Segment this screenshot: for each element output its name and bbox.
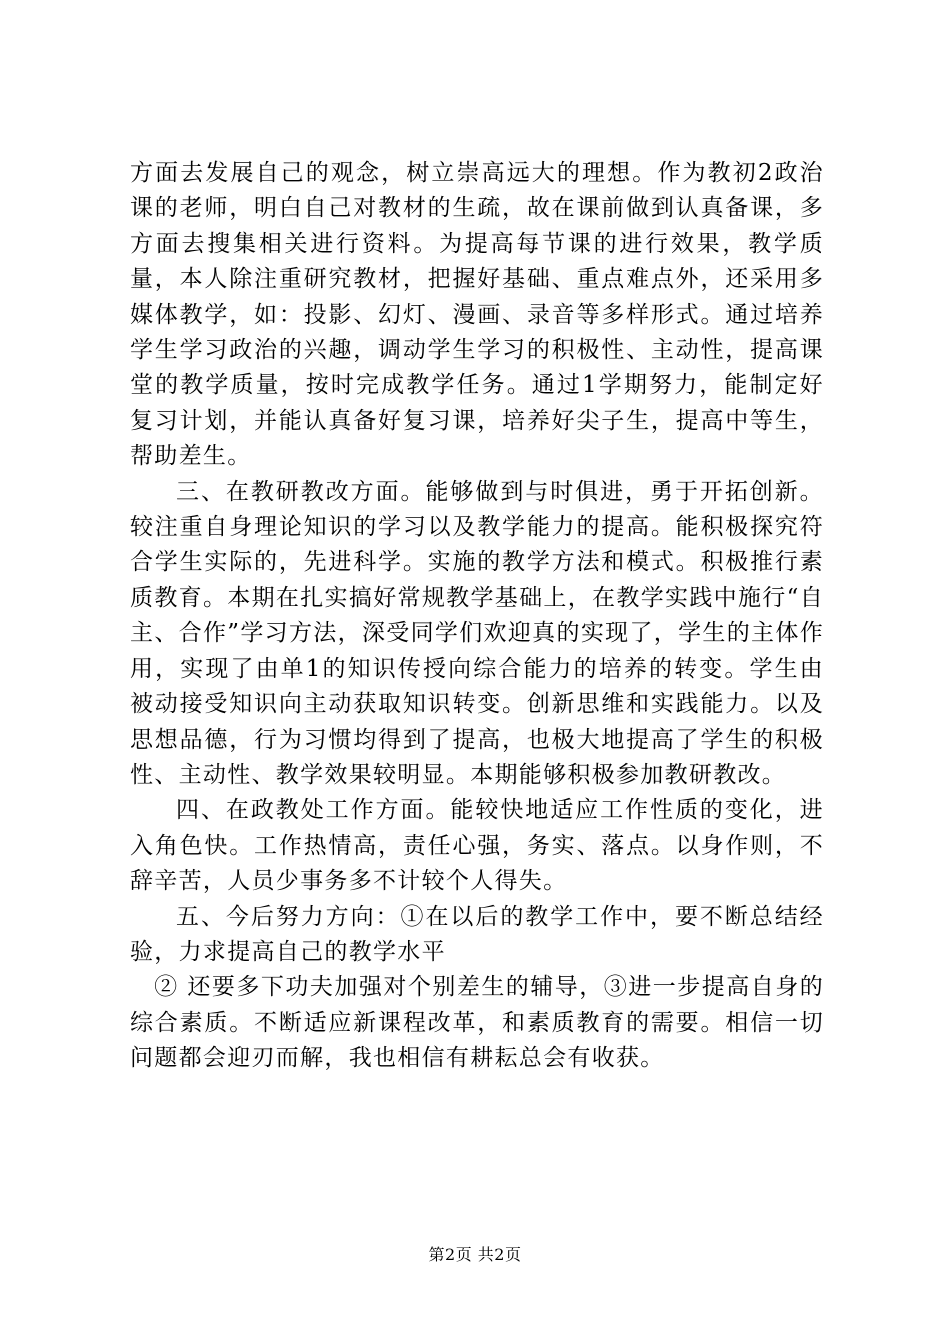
- paragraph-section-five: 五、今后努力方向：①在以后的教学工作中，要不断总结经验，力求提高自己的教学水平: [130, 903, 824, 965]
- document-body: [130, 156, 824, 1077]
- paragraph-continuation: 方面去发展自己的观念，树立崇高远大的理想。作为教初2政治课的老师，明白自己对教材的生疏，故在课前做到认真备课，多方面去搜集相关进行资料。为提高每节课的进行效果，教学质量，本人除注重研究教材，把握好基础、重点难点外，还采用多媒体教学，如：投影、幻灯、漫画、录音等多样形式。通过培养学生学习政治的兴趣，调动学生学习的积极性、主动性，提高课堂的教学质量，按时完成教学任务。通过1学期努力，能制定好复习计划，并能认真备好复习课，培养好尖子生，提高中等生，帮助差生。: [130, 160, 824, 470]
- page-number-footer: 第2页 共2页: [428, 1245, 522, 1264]
- paragraph-section-three: 三、在教研教改方面。能够做到与时俱进，勇于开拓创新。较注重自身理论知识的学习以及教学能力的提高。能积极探究符合学生实际的，先进科学。实施的教学方法和模式。积极推行素质教育。本期在扎实搞好常规教学基础上，在教学实践中施行“自主、合作”学习方法，深受同学们欢迎真的实现了，学生的主体作用，实现了由单1的知识传授向综合能力的培养的转变。学生由被动接受知识向主动获取知识转变。创新思维和实践能力。以及思想品德，行为习惯均得到了提高，也极大地提高了学生的积极性、主动性、教学效果较明显。本期能够积极参加教研教改。: [130, 478, 824, 788]
- paragraph-section-four: 四、在政教处工作方面。能较快地适应工作性质的变化，进入角色快。工作热情高，责任心强，务实、落点。以身作则，不辞辛苦，人员少事务多不计较个人得失。: [130, 797, 824, 895]
- paragraph-section-five-continued: ② 还要多下功夫加强对个别差生的辅导，③进一步提高自身的综合素质。不断适应新课程改革，和素质教育的需要。相信一切问题都会迎刃而解，我也相信有耕耘总会有收获。: [130, 974, 824, 1072]
